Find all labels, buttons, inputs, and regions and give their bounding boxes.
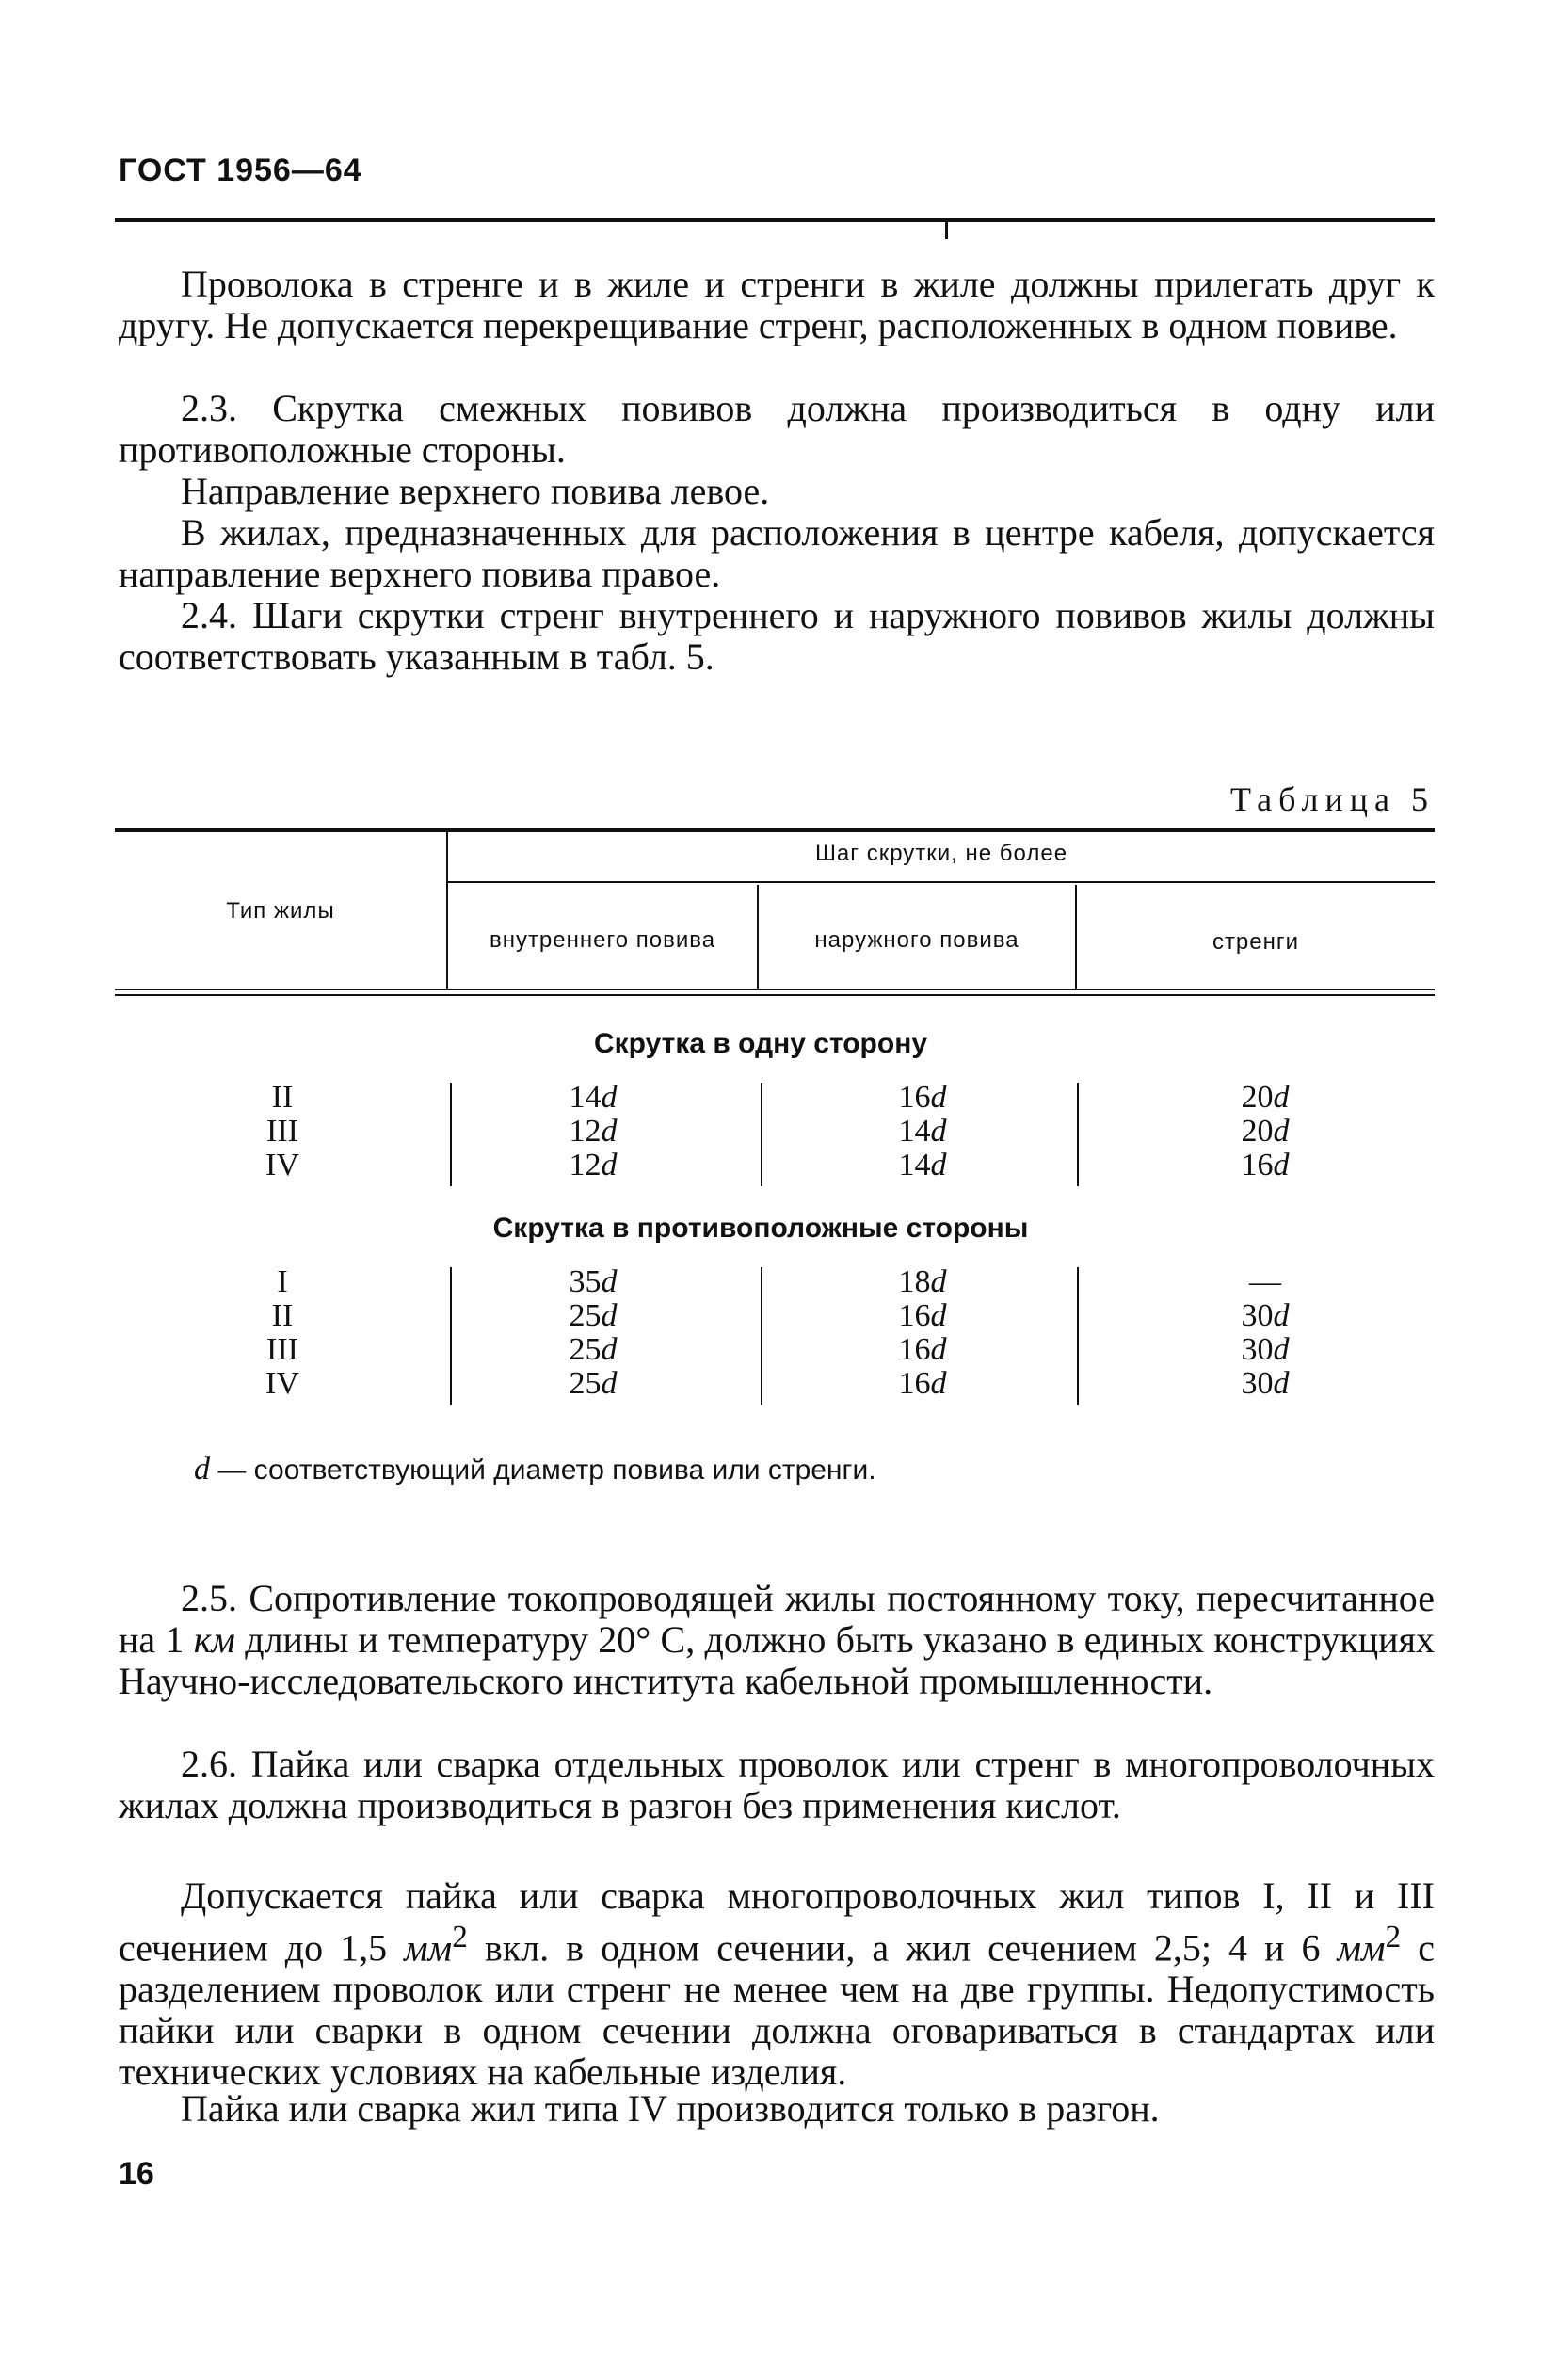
paragraph-soldering-permitted: Допускается пайка или сварка многопроволочных жил типов I, II и III сечением до 1,5 $мм^2$ вкл. в одном сечении, а жил сечением 2,5; 4 и 6 $мм^2$ с разделением проволок или стренг не менее чем на две группы. Недопустимость пайки или сварки в одном сечении должна оговариваться в стандартах или технических условиях на кабельные изделия. [119, 1874, 1435, 2094]
table-cell-inner: 12d [569, 1148, 618, 1182]
footnote-text: — соответствующий диаметр повива или стренги. [210, 1455, 876, 1486]
group-header-underline [448, 881, 1435, 883]
header-bottom-rule-1 [115, 989, 1435, 990]
table-cell-outer: 16d [898, 1366, 947, 1401]
column-type-opposite [226, 1265, 339, 1401]
row-divider-outer-2 [1077, 1267, 1079, 1405]
page-number: 16 [119, 2156, 154, 2192]
footnote-symbol: d [194, 1452, 210, 1487]
column-type-same [226, 1081, 339, 1182]
table-cell-inner: 14d [569, 1080, 618, 1115]
document-header: ГОСТ 1956—64 [119, 153, 362, 188]
row-divider-type [450, 1083, 452, 1186]
column-inner-opposite [527, 1265, 659, 1401]
table-cell-outer: 16d [898, 1298, 947, 1333]
paragraph-2-6: 2.6. Пайка или сварка отдельных проволок или стренг в многопроволочных жилах должна производиться в разгон без применения кислот. [119, 1743, 1435, 1826]
table-cell-inner: 35d [569, 1264, 618, 1299]
row-divider-inner-2 [761, 1267, 762, 1405]
table-cell-type: III [266, 1332, 298, 1367]
row-divider-outer [1077, 1083, 1079, 1186]
table-footnote [194, 1452, 876, 1488]
table-cell-strand: 30d [1241, 1298, 1290, 1333]
table-cell-strand: 30d [1241, 1366, 1290, 1401]
table-cell-type: II [271, 1298, 294, 1333]
row-divider-inner [761, 1083, 762, 1186]
table-cell-outer: 16d [898, 1080, 947, 1115]
paragraph-2-3: 2.3. Скрутка смежных повивов должна производиться в одну или противоположные стороны. [119, 387, 1435, 471]
table-cell-strand: 30d [1241, 1332, 1290, 1367]
paragraph-2-4: 2.4. Шаги скрутки стренг внутреннего и наружного повивов жилы должны соответствовать указанным в табл. 5. [119, 594, 1435, 678]
table-cell-type: III [266, 1114, 298, 1149]
paragraph-strand-contact: Проволока в стренге и в жиле и стренги в жиле должны прилегать друг к другу. Не допускается перекрещивание стренг, расположенных в одном повиве. [119, 263, 1435, 346]
row-divider-type-2 [450, 1267, 452, 1405]
paragraph-direction-right: В жилах, предназначенных для расположения в центре кабеля, допускается направление верхнего повива правое. [119, 511, 1435, 595]
table-cell-type: II [271, 1080, 294, 1115]
table-cell-outer: 14d [898, 1114, 947, 1149]
paragraph-type-iv: Пайка или сварка жил типа IV производится только в разгон. [181, 2087, 1160, 2130]
table-cell-type: IV [265, 1148, 299, 1182]
table-header-inner: внутреннего повива [489, 927, 716, 953]
table-cell-type: IV [265, 1366, 299, 1401]
paragraph-direction-left: Направление верхнего повива левое. [181, 470, 770, 512]
table-cell-outer: 18d [898, 1264, 947, 1299]
column-strand-same [1199, 1081, 1331, 1182]
table-cell-strand: 20d [1241, 1114, 1290, 1149]
column-strand-opposite [1199, 1265, 1331, 1401]
table-header-type: Тип жилы [226, 898, 335, 924]
table-cell-inner: 25d [569, 1332, 618, 1367]
table-cell-inner: 25d [569, 1366, 618, 1401]
header-rule-tick [945, 218, 948, 239]
table-group-header: Шаг скрутки, не более [814, 841, 1068, 866]
header-rule [115, 218, 1435, 222]
header-bottom-rule-2 [115, 994, 1435, 996]
paragraph-2-5: 2.5. Сопротивление токопроводящей жилы постоянному току, пересчитанное на 1 км длины и температуру 20° С, должно быть указано в единых конструкциях Научно-исследовательского института кабельной промышленности. [119, 1577, 1435, 1702]
table-cell-type: I [277, 1264, 288, 1299]
column-outer-same [857, 1081, 988, 1182]
section-title-same-direction: Скрутка в одну сторону [593, 1028, 928, 1059]
section-title-opposite-directions: Скрутка в противоположные стороны [492, 1213, 1029, 1244]
table-cell-strand: 20d [1241, 1080, 1290, 1115]
table-cell-inner: 12d [569, 1114, 618, 1149]
table-caption: Таблица 5 [1230, 780, 1435, 818]
table-cell-strand: — [1249, 1264, 1281, 1299]
table-top-rule [115, 828, 1435, 832]
table-cell-outer: 14d [898, 1148, 947, 1182]
column-outer-opposite [857, 1265, 988, 1401]
table-cell-outer: 16d [898, 1332, 947, 1367]
table-header-strand: стренги [1212, 929, 1300, 955]
table-header-outer: наружного повива [814, 927, 1019, 953]
table-cell-strand: 16d [1241, 1148, 1290, 1182]
column-inner-same [527, 1081, 659, 1182]
table-cell-inner: 25d [569, 1298, 618, 1333]
